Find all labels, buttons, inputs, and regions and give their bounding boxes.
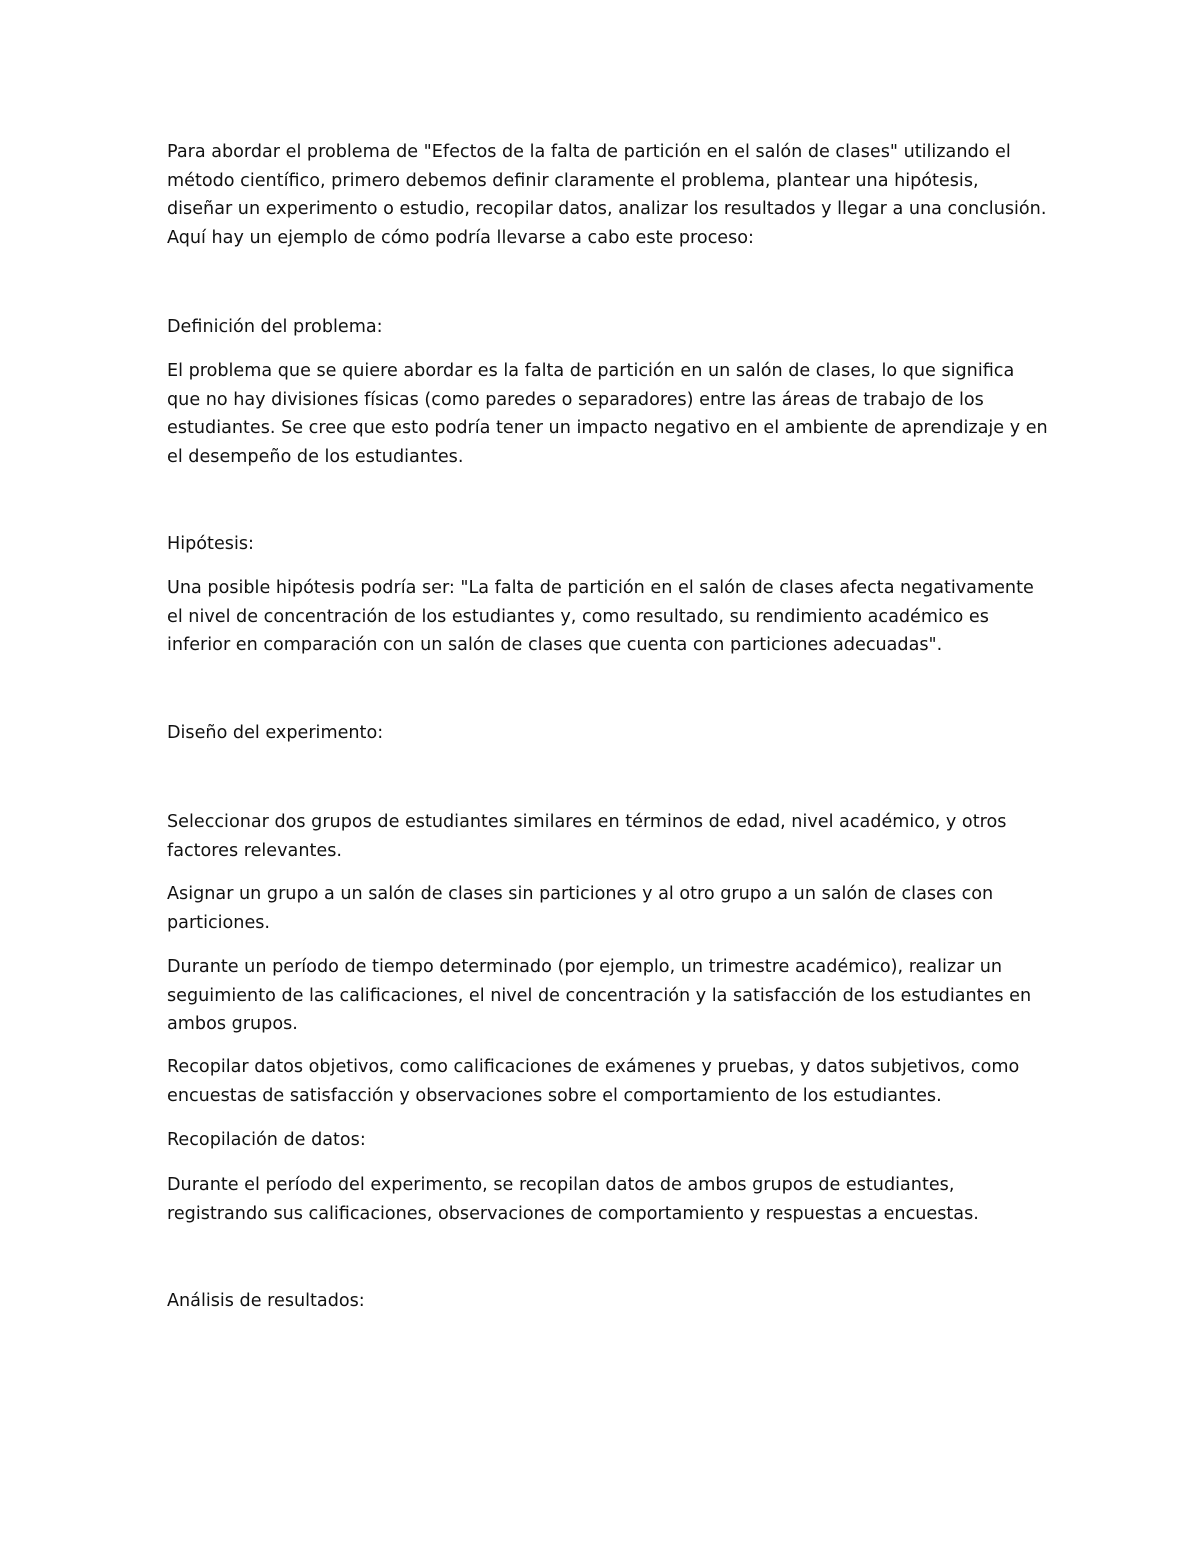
problem-paragraph <box>167 357 1047 472</box>
design-step-3: Durante un período de tiempo determinado (por ejemplo, un trimestre académico), realizar un seguimiento de las calificaciones, el nivel de concentración y la satisfacción de los estudiantes en ambos grupos. <box>167 957 1032 1035</box>
hypothesis-line-3: inferior en comparación con un salón de clases que cuenta con particiones adecuadas". <box>167 635 943 656</box>
analysis-heading: Análisis de resultados: <box>167 1291 365 1311</box>
intro-line-4: Aquí hay un ejemplo de cómo podría llevarse a cabo este proceso: <box>167 228 754 249</box>
design-step-4: Recopilar datos objetivos, como calificaciones de exámenes y pruebas, y datos subjetivos, como encuestas de satisfacción y observaciones sobre el comportamiento de los estudiantes. <box>167 1057 1020 1106</box>
problem-line-4: el desempeño de los estudiantes. <box>167 447 464 468</box>
design-step-1: Seleccionar dos grupos de estudiantes similares en términos de edad, nivel académico, y otros factores relevantes. <box>167 812 1007 861</box>
hypothesis-line-2: el nivel de concentración de los estudiantes y, como resultado, su rendimiento académico es <box>167 606 989 627</box>
design-step-2: Asignar un grupo a un salón de clases sin particiones y al otro grupo a un salón de clases con particiones. <box>167 884 994 933</box>
hypothesis-heading: Hipótesis: <box>167 534 254 554</box>
problem-line-3: estudiantes. Se cree que esto podría tener un impacto negativo en el ambiente de aprendizaje y en <box>167 418 1048 439</box>
hypothesis-paragraph <box>167 574 1047 660</box>
problem-heading: Definición del problema: <box>167 317 383 337</box>
collection-paragraph <box>167 1171 1047 1228</box>
problem-line-1: El problema que se quiere abordar es la falta de partición en un salón de clases, lo que significa <box>167 361 1015 381</box>
collection-heading: Recopilación de datos: <box>167 1130 366 1150</box>
intro-line-2: método científico, primero debemos definir claramente el problema, plantear una hipótesis, <box>167 170 979 191</box>
intro-line-1: Para abordar el problema de "Efectos de la falta de partición en el salón de clases" utilizando el <box>167 142 1011 162</box>
collection-line-1: Durante el período del experimento, se recopilan datos de ambos grupos de estudiantes, <box>167 1175 955 1195</box>
collection-line-2: registrando sus calificaciones, observaciones de comportamiento y respuestas a encuestas. <box>167 1203 979 1224</box>
problem-line-2: que no hay divisiones físicas (como paredes o separadores) entre las áreas de trabajo de los <box>167 389 984 410</box>
intro-line-3: diseñar un experimento o estudio, recopilar datos, analizar los resultados y llegar a una conclusión. <box>167 199 1047 220</box>
hypothesis-line-1: Una posible hipótesis podría ser: "La falta de partición en el salón de clases afecta negativamente <box>167 578 1034 598</box>
design-heading: Diseño del experimento: <box>167 723 384 743</box>
intro-paragraph <box>167 138 1047 253</box>
